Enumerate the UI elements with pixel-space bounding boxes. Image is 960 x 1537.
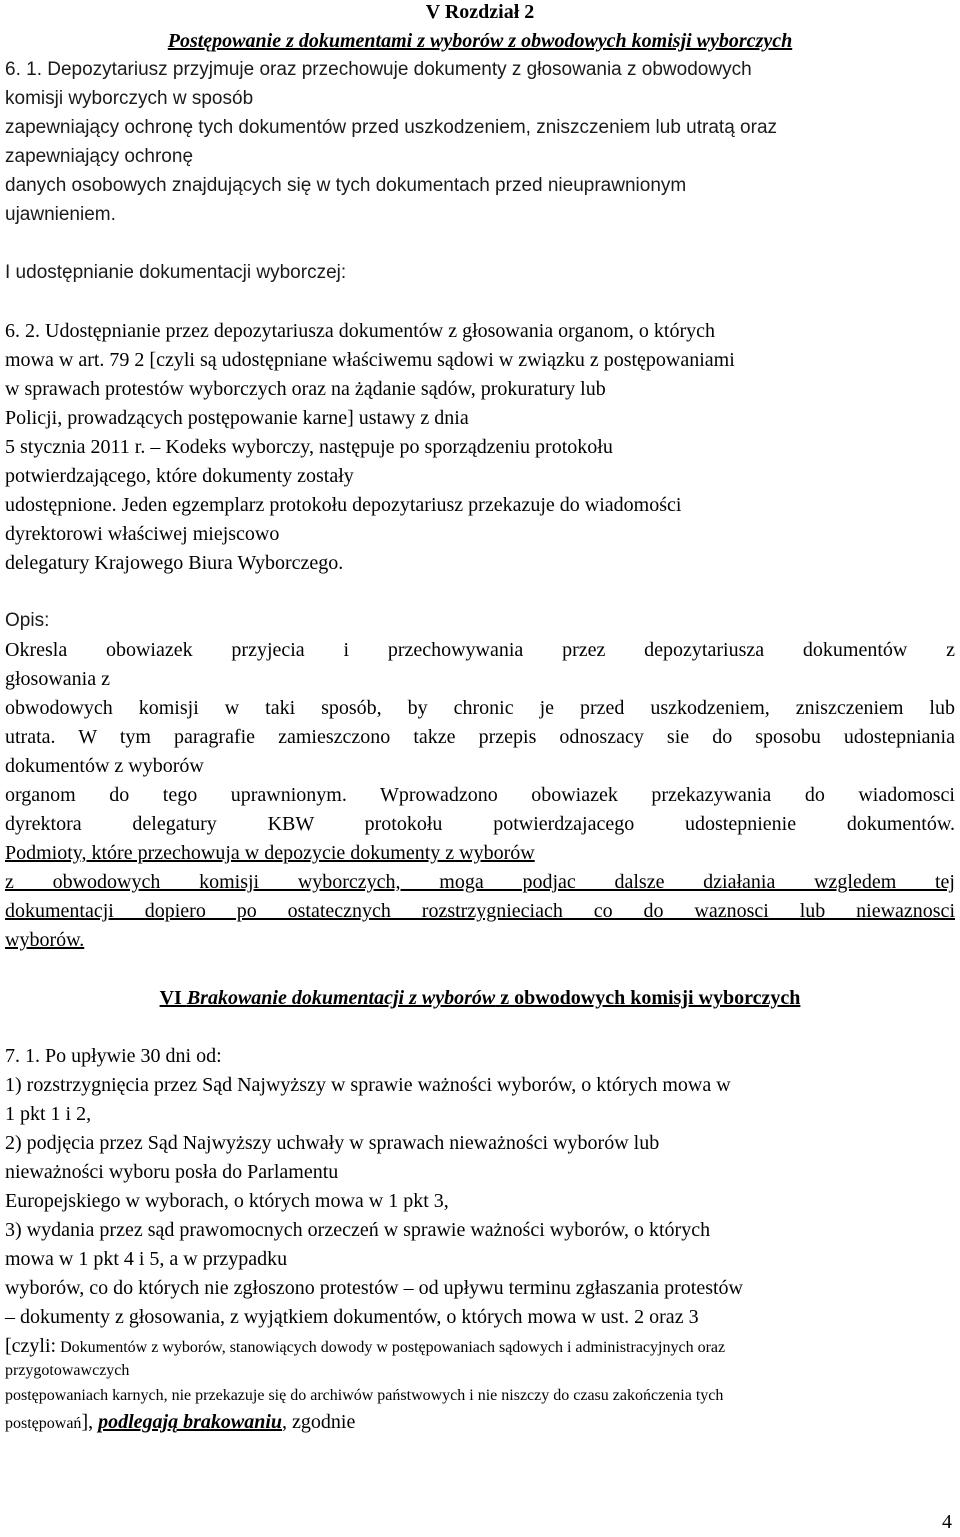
section7-line: mowa w 1 pkt 4 i 5, a w przypadku [5, 1248, 288, 1270]
section6-p1-line: danych osobowych znajdujących się w tych dokumentach przed nieuprawnionym [5, 175, 687, 196]
section7-line: 2) podjęcia przez Sąd Najwyższy uchwały w sprawach nieważności wyborów lub [5, 1132, 660, 1154]
opis-line: Okresla obowiazek przyjecia i przechowywania przez depozytariusza dokumentów z [5, 639, 955, 661]
section7-small-line: postępowaniach karnych, nie przekazuje się do archiwów państwowych i nie niszczy do czasu zakończenia tych [5, 1387, 724, 1404]
czyli-prefix: [czyli: [5, 1335, 57, 1357]
section6-p1-line: zapewniający ochronę tych dokumentów przed uszkodzeniem, zniszczeniem lub utratą oraz [5, 117, 778, 138]
section7-small-line: przygotowawczych [5, 1362, 130, 1379]
opis-underlined-line: dokumentacji dopiero po ostatecznych rozstrzygnieciach co do waznosci lub niewaznosci [5, 900, 955, 922]
section6-p1-line: 6. 1. Depozytariusz przyjmuje oraz przechowuje dokumenty z głosowania z obwodowych [5, 59, 752, 80]
chapter6-italic: Brakowanie dokumentacji z wyborów [186, 987, 496, 1009]
section6-p2-line: mowa w art. 79 2 [czyli są udostępniane właściwemu sądowi w związku z postępowaniami [5, 349, 735, 371]
section6-p2-line: w sprawach protestów wyborczych oraz na żądanie sądów, prokuratury lub [5, 378, 606, 400]
chapter-number: V Rozdział 2 [425, 1, 535, 23]
section7-line: 3) wydania przez sąd prawomocnych orzeczeń w sprawie ważności wyborów, o których [5, 1219, 711, 1241]
section7-line: – dokumenty z głosowania, z wyjątkiem dokumentów, o których mowa w ust. 2 oraz 3 [5, 1306, 699, 1328]
opis-line: obwodowych komisji w taki sposób, by chronic je przed uszkodzeniem, zniszczeniem lub [5, 697, 955, 719]
opis-underlined-line: wyborów. [5, 929, 85, 951]
section6-p1-line: komisji wyborczych w sposób [5, 88, 254, 109]
opis-line: organom do tego uprawnionym. Wprowadzono obowiazek przekazywania do wiadomosci [5, 784, 955, 806]
page-number: 4 [942, 1511, 952, 1533]
last-end-text: , zgodnie [282, 1411, 356, 1433]
chapter6-suffix: z obwodowych komisji wyborczych [495, 987, 801, 1009]
section7-line: nieważności wyboru posła do Parlamentu [5, 1161, 339, 1183]
section7-line: 1) rozstrzygnięcia przez Sąd Najwyższy w sprawie ważności wyborów, o których mowa w [5, 1074, 731, 1096]
czyli-small-text: Dokumentów z wyborów, stanowiących dowody w postępowaniach sądowych i administracyjnych oraz [56, 1339, 726, 1356]
opis-line: dokumentów z wyborów [5, 755, 204, 777]
brakowanie-emphasis: podlegają brakowaniu [98, 1411, 283, 1433]
section6-p1-line: zapewniający ochronę [5, 146, 194, 167]
section6-p2-line: dyrektorowi właściwej miejscowo [5, 523, 280, 545]
chapter6-prefix: VI [159, 987, 187, 1009]
opis-label: Opis: [5, 610, 50, 631]
section7-intro: 7. 1. Po upływie 30 dni od: [5, 1045, 222, 1067]
opis-underlined-line: z obwodowych komisji wyborczych, moga podjac dalsze działania wzgledem tej [5, 871, 955, 893]
chapter6-title [5, 986, 955, 1010]
section7-line: wyborów, co do których nie zgłoszono protestów – od upływu terminu zgłaszania protestów [5, 1277, 743, 1299]
opis-line: utrata. W tym paragrafie zamieszczono takze przepis odnoszacy sie do sposobu udostepniania [5, 726, 955, 748]
section6-p2-line: 6. 2. Udostępnianie przez depozytariusza dokumentów z głosowania organom, o których [5, 320, 715, 342]
opis-line: głosowania z [5, 668, 110, 690]
section6-p2-line: potwierdzającego, które dokumenty zostały [5, 465, 354, 487]
opis-line: dyrektora delegatury KBW protokołu potwierdzajacego udostepnienie dokumentów. [5, 813, 955, 835]
section6-p2-line: Policji, prowadzących postępowanie karne] ustawy z dnia [5, 407, 469, 429]
section6-subheading: I udostępnianie dokumentacji wyborczej: [5, 262, 347, 283]
section7-line: Europejskiego w wyborach, o których mowa w 1 pkt 3, [5, 1190, 449, 1212]
section7-czyli-line [5, 1334, 725, 1360]
section6-p2-line: 5 stycznia 2011 r. – Kodeks wyborczy, następuje po sporządzeniu protokołu [5, 436, 613, 458]
opis-underlined-line: Podmioty, które przechowuja w depozycie dokumenty z wyborów [5, 842, 535, 864]
section6-p1-line: ujawnieniem. [5, 204, 116, 225]
chapter-title: Postępowanie z dokumentami z wyborów z obwodowych komisji wyborczych [167, 30, 793, 52]
last-small-text: postępowań [5, 1415, 82, 1432]
section7-line: 1 pkt 1 i 2, [5, 1103, 92, 1125]
section6-p2-line: delegatury Krajowego Biura Wyborczego. [5, 552, 344, 574]
last-mid-text: ], [81, 1411, 99, 1433]
section6-p2-line: udostępnione. Jeden egzemplarz protokołu depozytariusz przekazuje do wiadomości [5, 494, 682, 516]
section7-last-line [5, 1410, 355, 1436]
